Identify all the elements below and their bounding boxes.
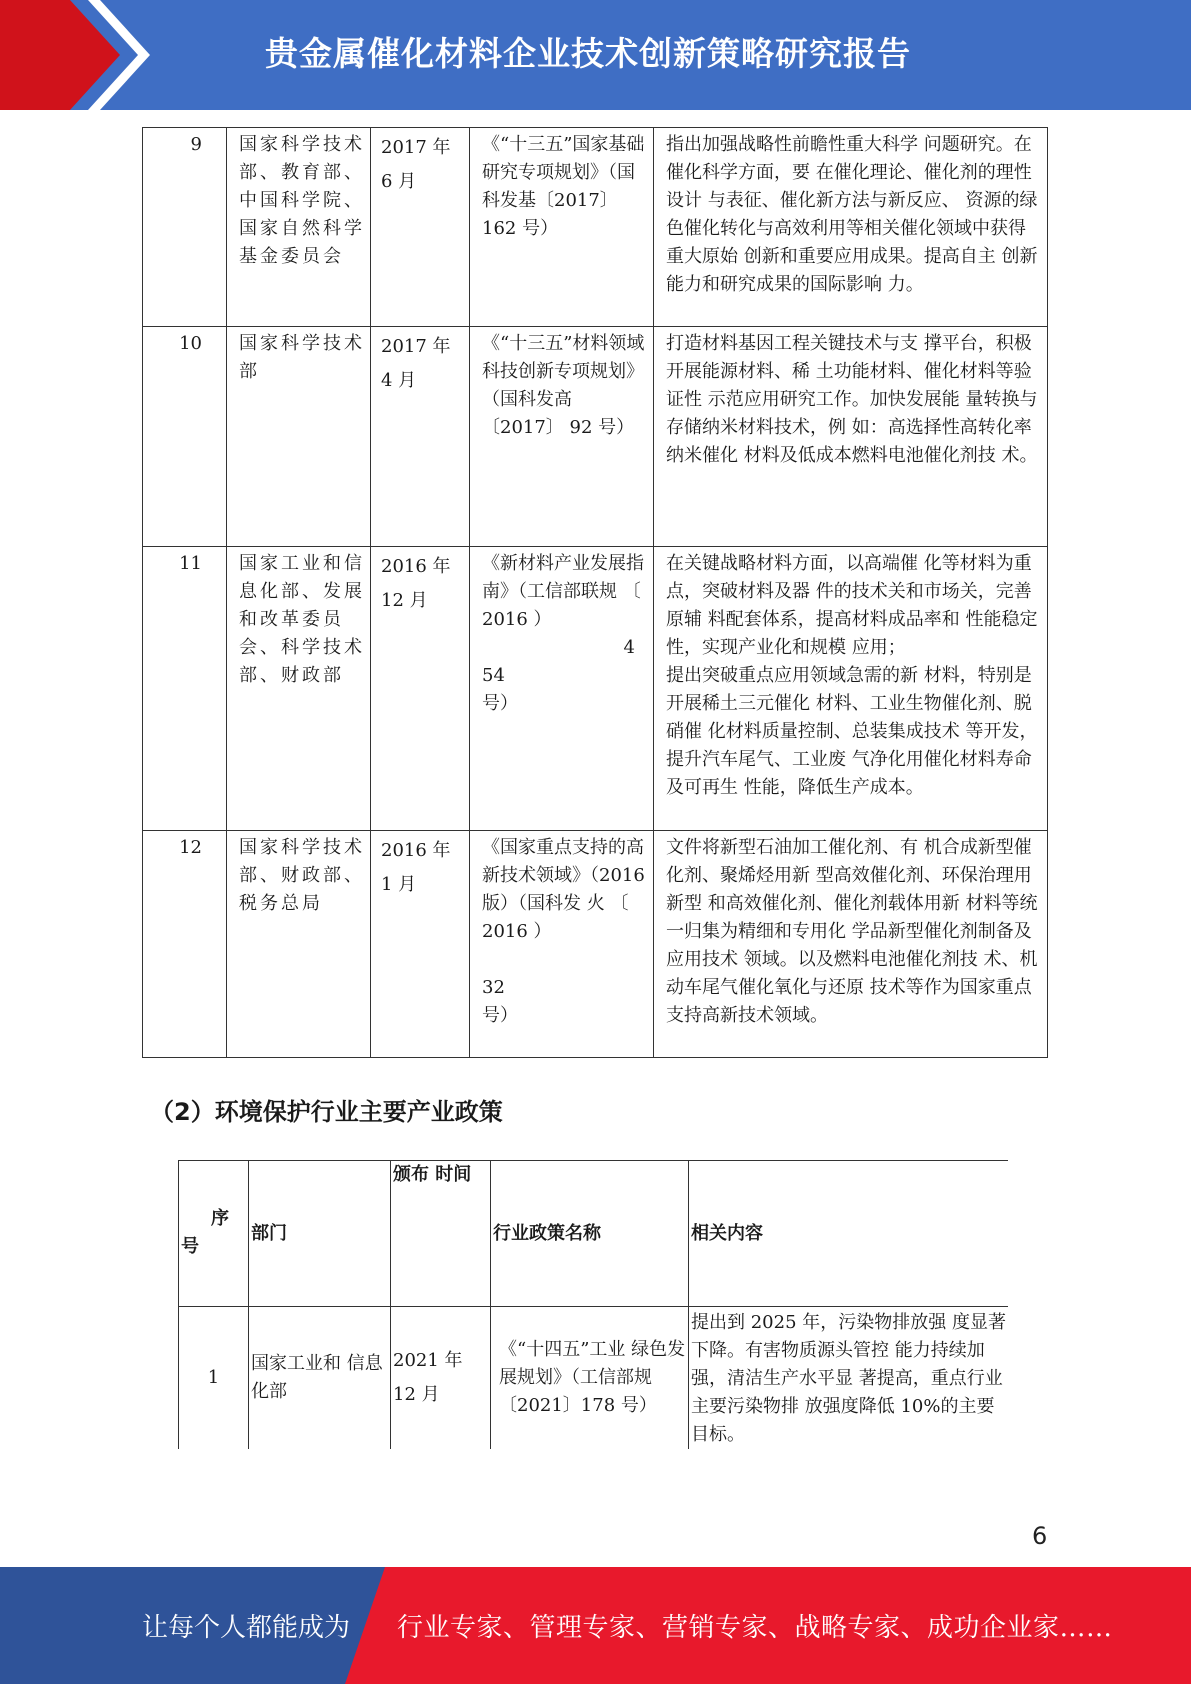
policy-content-text: 在关键战略材料方面，以高端催 化等材料为重点，突破材料及器 件的技术关和市场关，完善原辅 料配套体系，提高材料成品率和 性能稳定性，实现产业化和规模 应用； 提出突破重点应用领域急需的新 材料，特别是开展稀土三元催化 材料、工业生物催化剂、脱硝催 化材料质量控制、总装集成技术 等开发，提升汽车尾气、工业废 气净化用催化材料寿命及可再生 性能，降低生产成本。 xyxy=(666,553,1038,798)
row-number: 1 xyxy=(179,1307,249,1450)
policy-content-cell: 打造材料基因工程关键技术与支 撑平台，积极开展能源材料、稀 土功能材料、催化材料等验证性 示范应用研究工作。加快发展能 量转换与存储纳米材料技术，例 如：高选择性高转化率纳米催化 材料及低成本燃料电池催化剂技 术。 xyxy=(654,327,1048,547)
policy-name-cell: 《“十三五”材料领域科技创新专项规划》（国科发高〔2017〕 92 号） xyxy=(470,327,654,547)
date-year: 2021 年 xyxy=(393,1350,463,1371)
header-number-bottom: 号 xyxy=(181,1236,199,1257)
policy-name-line: 《国家重点支持的高新技术领域》（2016 版）（国科发 火 〔 2016 ） xyxy=(482,837,645,942)
date-month: 12 月 xyxy=(381,590,428,611)
date-month: 1 月 xyxy=(381,874,417,895)
page-header xyxy=(0,0,1191,110)
table-header-row xyxy=(179,1161,1009,1307)
date-year: 2016 年 xyxy=(381,556,451,577)
policy-name-cell xyxy=(470,547,654,831)
header-date: 颁布 时间 xyxy=(391,1161,491,1307)
row-number: 11 xyxy=(143,547,227,831)
policy-name-line: 《新材料产业发展指南》（工信部联规 〔 2016 ） xyxy=(482,553,644,630)
date-cell xyxy=(391,1307,491,1450)
date-cell xyxy=(371,831,470,1058)
policy-table-environment xyxy=(178,1160,1008,1449)
policy-name-line: 号） xyxy=(482,693,518,714)
section-heading: （2）环境保护行业主要产业政策 xyxy=(150,1098,503,1126)
date-month: 12 月 xyxy=(393,1384,440,1405)
header-policy-name: 行业政策名称 xyxy=(491,1161,689,1307)
table-row xyxy=(179,1307,1009,1450)
row-number: 12 xyxy=(143,831,227,1058)
header-red-chevron-icon xyxy=(0,0,150,110)
header-department: 部门 xyxy=(249,1161,391,1307)
policy-name-line: 4 xyxy=(623,637,635,658)
table-row xyxy=(143,831,1048,1058)
row-number: 10 xyxy=(143,327,227,547)
policy-name-line: 54 xyxy=(482,665,505,686)
table-row xyxy=(143,327,1048,547)
department-cell: 国家工业和 信息化部 xyxy=(249,1307,391,1450)
policy-name-line: 号） xyxy=(482,1005,518,1026)
policy-content-cell xyxy=(654,547,1048,831)
date-month: 4 月 xyxy=(381,370,417,391)
table-row xyxy=(143,547,1048,831)
policy-content-cell: 提出到 2025 年，污染物排放强 度显著下降。有害物质源头管控 能力持续加强，清洁生产水平显 著提高，重点行业主要污染物排 放强度降低 10%的主要目标。 xyxy=(689,1307,1009,1450)
department-cell: 国家科学技术部 xyxy=(227,327,371,547)
date-year: 2016 年 xyxy=(381,840,451,861)
date-month: 6 月 xyxy=(381,171,417,192)
header-content: 相关内容 xyxy=(689,1161,1009,1307)
date-cell xyxy=(371,547,470,831)
policy-name-cell xyxy=(470,831,654,1058)
date-year: 2017 年 xyxy=(381,137,451,158)
page-footer xyxy=(0,1567,1191,1684)
policy-name-cell: 《“十三五”国家基础研究专项规划》（国科发基〔2017〕162 号） xyxy=(470,128,654,327)
footer-slogan-right: 行业专家、管理专家、营销专家、战略专家、成功企业家…… xyxy=(397,1613,1113,1643)
table-row xyxy=(143,128,1048,327)
header-number xyxy=(179,1161,249,1307)
date-year: 2017 年 xyxy=(381,336,451,357)
policy-name-cell: 《“十四五”工业 绿色发展规划》（工信部规〔2021〕178 号） xyxy=(491,1307,689,1450)
policy-content-cell: 指出加强战略性前瞻性重大科学 问题研究。在催化科学方面，要 在催化理论、催化剂的理性设计 与表征、催化新方法与新反应、 资源的绿色催化转化与高效利用等相关催化领域中获得重大原始 创新和重要应用成果。提高自主 创新能力和研究成果的国际影响 力。 xyxy=(654,128,1048,327)
footer-slogan-left: 让每个人都能成为 xyxy=(142,1613,351,1643)
policy-table-catalysis xyxy=(142,127,1048,1058)
row-number: 9 xyxy=(143,128,227,327)
header-number-top: 序 xyxy=(211,1208,229,1229)
department-cell: 国家工业和信息化部、发展和改革委员会、科学技术部、财政部 xyxy=(227,547,371,831)
date-cell xyxy=(371,327,470,547)
policy-name-line: 32 xyxy=(482,977,505,998)
date-cell xyxy=(371,128,470,327)
department-cell: 国家科学技术部、教育部、中国科学院、国家自然科学基金委员会 xyxy=(227,128,371,327)
page-number: 6 xyxy=(1032,1522,1048,1550)
department-cell: 国家科学技术部、财政部、税务总局 xyxy=(227,831,371,1058)
report-title: 贵金属催化材料企业技术创新策略研究报告 xyxy=(265,34,911,73)
policy-name-line xyxy=(482,946,645,974)
policy-content-cell: 文件将新型石油加工催化剂、有 机合成新型催化剂、聚烯烃用新 型高效催化剂、环保治理用新型 和高效催化剂、催化剂载体用新 材料等统一归集为精细和专用化 学品新型催化剂制备及应用技术 领域。以及燃料电池催化剂技 术、机动车尾气催化氧化与还原 技术等作为国家重点支持高新技术领域。 xyxy=(654,831,1048,1058)
